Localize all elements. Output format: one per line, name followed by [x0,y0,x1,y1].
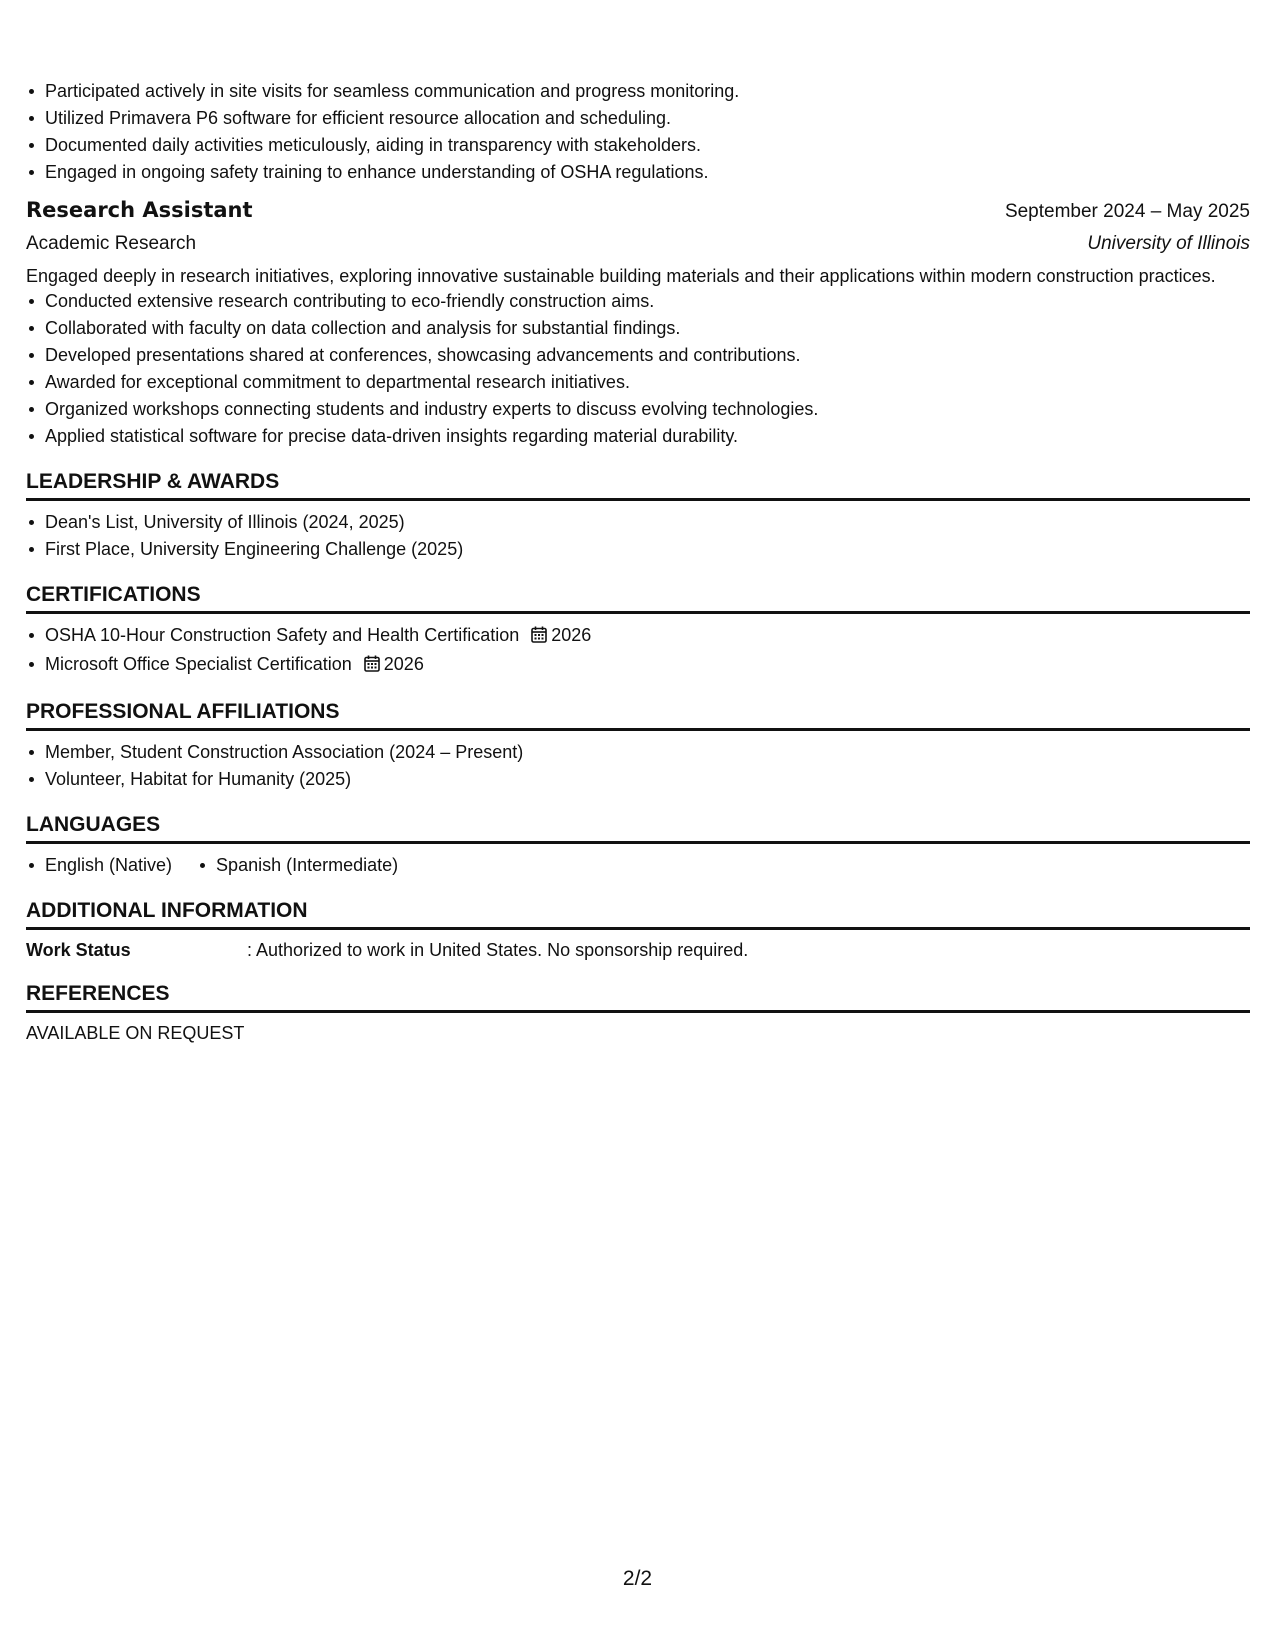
certification-name: OSHA 10-Hour Construction Safety and Health Certification [45,625,520,645]
job-subheader [26,229,1250,259]
work-status-value: : Authorized to work in United States. No sponsorship required. [247,940,749,960]
job-bullets [26,288,1250,450]
bullet-item: Utilized Primavera P6 software for efficient resource allocation and scheduling. [45,105,1250,132]
bullet-item: Documented daily activities meticulously, aiding in transparency with stakeholders. [45,132,1250,159]
section-heading-languages: LANGUAGES [26,811,1250,844]
job-dates: September 2024 – May 2025 [1004,201,1250,222]
section-heading-certifications: CERTIFICATIONS [26,581,1250,614]
list-item: Volunteer, Habitat for Humanity (2025) [45,766,1250,793]
job-header [26,195,1250,227]
list-item: Member, Student Construction Association (2024 – Present) [45,739,1250,766]
section-heading-affiliations: PROFESSIONAL AFFILIATIONS [26,698,1250,731]
affiliations-list [26,739,1250,793]
section-heading-references: REFERENCES [26,980,1250,1013]
job-school: University of Illinois [1087,233,1250,254]
list-item: First Place, University Engineering Challenge (2025) [45,536,1250,563]
list-item: Dean's List, University of Illinois (2024, 2025) [45,509,1250,536]
bullet-item: Conducted extensive research contributing to eco-friendly construction aims. [45,288,1250,315]
certification-item [45,622,1250,651]
language-item: English (Native) [45,852,172,879]
page-number: 2/2 [622,1567,653,1590]
certification-name: Microsoft Office Specialist Certification [45,654,352,674]
certification-year: 2026 [551,625,592,645]
certifications-list [26,622,1250,680]
language-item: Spanish (Intermediate) [216,852,398,879]
references-text: AVAILABLE ON REQUEST [26,1023,245,1043]
leadership-list [26,509,1250,563]
work-status-row [26,938,1250,962]
bullet-item: Engaged in ongoing safety training to enhance understanding of OSHA regulations. [45,159,1250,186]
work-status-label: Work Status [26,940,131,960]
resume-page [26,78,1250,1045]
section-heading-additional-info: ADDITIONAL INFORMATION [26,897,1250,930]
calendar-icon [364,653,380,680]
job-title: Research Assistant [26,198,253,222]
certification-year: 2026 [383,654,424,674]
languages-list [26,852,1250,879]
bullet-item: Organized workshops connecting students and industry experts to discuss evolving technologies. [45,396,1250,423]
previous-job-bullets [26,78,1250,186]
bullet-item: Awarded for exceptional commitment to departmental research initiatives. [45,369,1250,396]
certification-item [45,651,1250,680]
bullet-item: Applied statistical software for precise data-driven insights regarding material durability. [45,423,1250,450]
bullet-item: Developed presentations shared at conferences, showcasing advancements and contributions. [45,342,1250,369]
job-organization: Academic Research [26,233,197,254]
calendar-icon [531,624,547,651]
bullet-item: Participated actively in site visits for seamless communication and progress monitoring. [45,78,1250,105]
section-heading-leadership: LEADERSHIP & AWARDS [26,468,1250,501]
job-summary: Engaged deeply in research initiatives, exploring innovative sustainable building materials and their applications within modern construction practices. [26,266,1216,286]
bullet-item: Collaborated with faculty on data collection and analysis for substantial findings. [45,315,1250,342]
